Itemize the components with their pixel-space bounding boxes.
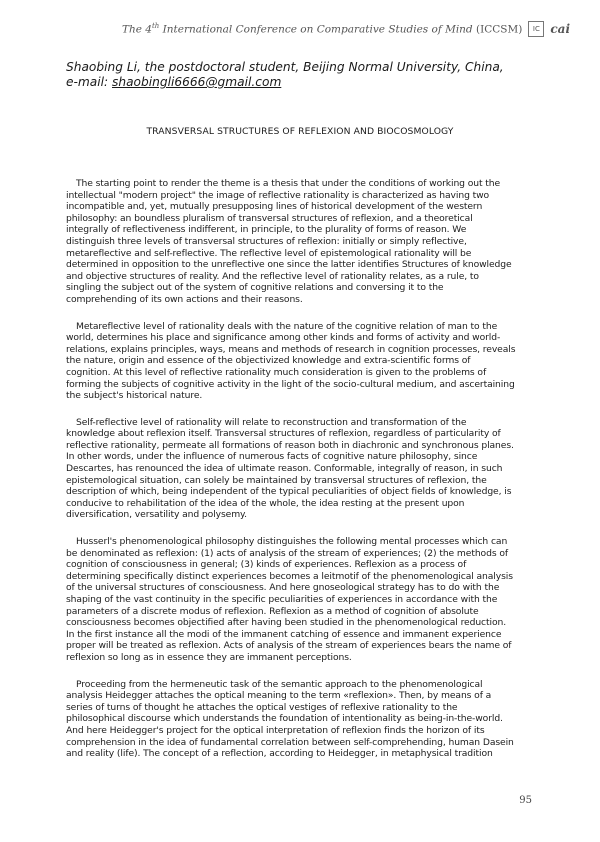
conference-logo-icon: IC <box>528 21 544 37</box>
conference-header-text: The 4th International Conference on Comparative Studies of Mind (ICCSM) <box>121 22 523 36</box>
paragraph-1: The starting point to render the theme is a thesis that under the conditions of working out the intellectual "modern project" the image of reflective rationality is characterized as having two incompatible and, yet, mutually presupposing lines of historical development of the western philosophy: an boundless pluralism of transversal structures of reflexion, and a theoretical integrally of reflectiveness indifferent, in principle, to the plurality of forms of reason. We distinguish three levels of transversal structures of reflexion: initially or simply reflective, metareflective and self-reflective. The reflective level of epistemological rationality will be determined in opposition to the unreflective one since the latter identifies Structures of knowledge and objective structures of reality. And the reflective level of rationality relates, as a rule, to singling the subject out of the system of cognitive relations and conversing it to the comprehending of its own actions and their reasons. <box>66 178 512 305</box>
author-affiliation: Shaobing Li, the postdoctoral student, Beijing Normal University, China, <box>66 60 504 74</box>
email-link[interactable]: shaobingli6666@gmail.com <box>112 75 282 89</box>
paragraph-4: Husserl's phenomenological philosophy distinguishes the following mental processes which can be denominated as reflexion: (1) acts of analysis of the stream of experiences; (2) the methods of cognition of consciousness in general; (3) kinds of experiences. Reflexion as a process of determining specifically distinct experiences becomes a leitmotif of the phenomenological analysis of the universal structures of consciousness. And here gnoseological strategy has to do with the shaping of the vast continuity in the specific peculiarities of experiences in accordance with the parameters of a discrete modus of reflexion. Reflexion as a method of cognition of absolute consciousness becomes objectified after having been studied in the phenomenological reduction. In the first instance all the modi of the immanent catching of essence and immanent experience proper will be treated as reflexion. Acts of analysis of the stream of experiences bears the name of reflexion so long as in essence they are immanent perceptions. <box>66 536 513 663</box>
author-email-line <box>66 75 566 90</box>
paper-title: TRANSVERSAL STRUCTURES OF REFLEXION AND BIOCOSMOLOGY <box>146 126 454 137</box>
email-label: e-mail: <box>66 75 112 89</box>
body-text <box>66 178 516 775</box>
paragraph-3: Self-reflective level of rationality will relate to reconstruction and transformation of the knowledge about reflexion itself. Transversal structures of reflexion, regardless of particularity of reflective rationality, permeate all formations of reason both in diachronic and synchronous planes. In other words, under the influence of numerous facts of cognitive nature philosophy, since Descartes, has renounced the idea of ultimate reason. Conformable, integrally of reason, in such epistemological situation, can solely be maintained by transversal structures of reflexion, the description of which, being independent of the typical peculiarities of object fields of knowledge, is conducive to rehabilitation of the idea of the whole, the idea resting at the present upon diversification, versatility and polysemy. <box>66 416 514 521</box>
running-header <box>122 18 570 40</box>
cai-logo-icon: cai <box>550 22 570 36</box>
page-number: 95 <box>519 795 532 806</box>
paragraph-5: Proceeding from the hermeneutic task of the semantic approach to the phenomenological analysis Heidegger attaches the optical meaning to the term «reflexion». Then, by means of a series of turns of thought he attaches the optical vestiges of reflexive rationality to the philosophical discourse which understands the foundation of intentionality as being-in-the-world. And here Heidegger's project for the optical interpretation of reflexion finds the horizon of its comprehension in the idea of fundamental correlation between self-comprehending, human Dasein and reality (life). The concept of a reflection, according to Heidegger, in metaphysical tradition <box>66 678 514 760</box>
paragraph-2: Metareflective level of rationality deals with the nature of the cognitive relation of man to the world, determines his place and significance among other kinds and forms of activity and world-relations, explains principles, ways, means and methods of research in cognition processes, reveals the nature, origin and essence of the objectivized knowledge and extra-scientific forms of cognition. At this level of reflective rationality much consideration is given to the problems of forming the subjects of cognitive activity in the light of the socio-cultural medium, and ascertaining the subject's historical nature. <box>66 320 516 402</box>
author-block <box>66 60 566 90</box>
